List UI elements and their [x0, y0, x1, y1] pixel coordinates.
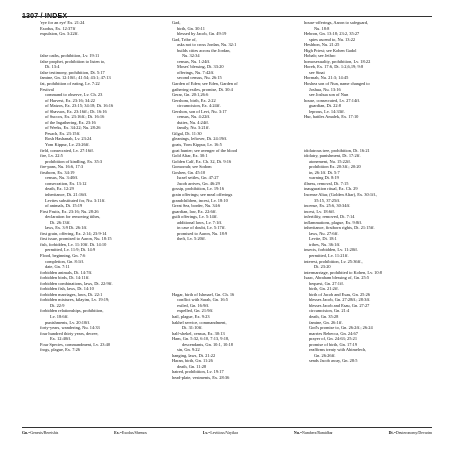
index-subentry: see Joshua son of Nun	[309, 92, 349, 98]
legend-abbr: Nu.	[293, 431, 300, 435]
index-entry: four hundred thirty years, decree,	[40, 330, 99, 336]
index-entry: Festival	[40, 86, 54, 92]
index-subentry: famine, Gn. 26:1ff.	[309, 319, 343, 325]
index-entry: High Priest; see Kohen Gadol	[304, 47, 357, 53]
index-entry: Gilgal, Dt. 11:30	[172, 130, 202, 136]
index-subentry: of Weeks, Ex. 34:22; Nu. 28:26	[45, 125, 101, 131]
index-subentry: leprous, Lv. 14:33ff.	[309, 108, 345, 114]
index-entry: fire, Lv. 22:5	[40, 153, 63, 159]
page-number-title: 1307 / INDEX	[22, 13, 68, 20]
index-subentry: Nu. 32:34	[182, 53, 200, 59]
index-subentry: blessed by Jacob, Gn. 49:19	[177, 31, 227, 37]
index-subentry: Dt. 13:4	[45, 64, 60, 70]
index-subentry: Moses' blessing, Dt. 33:20	[177, 64, 224, 70]
index-entry: gossip, prohibition, Lv. 19:16	[172, 186, 224, 192]
index-entry: First Fruits, Ex. 23:16; Nu. 28:26	[40, 208, 99, 214]
index-subentry: additional laws, Lv. 7:1ff.	[177, 219, 223, 225]
index-subentry: Dt. 22:9	[50, 302, 65, 308]
footer-rule	[22, 427, 432, 428]
index-entry: forbidden combinations, laws, Dt. 22:9ff.	[40, 280, 113, 286]
index-column-2	[172, 20, 300, 381]
index-subentry: Gn. 26:26ff.	[314, 352, 336, 358]
index-subentry: date, Gn. 7:11	[45, 264, 70, 270]
index-entry: false oaths, prohibition, Lv. 19:11	[40, 53, 100, 59]
index-entry: Gershom, birth, Ex. 2:22	[172, 97, 216, 103]
index-subentry: Joshua, Nu. 13:16	[309, 86, 341, 92]
index-subentry: prohibition of kindling, Ex. 35:3	[45, 158, 103, 164]
index-subentry: Levite, Dt. 18:1	[309, 236, 337, 242]
index-subentry: Nu. 18:8	[314, 25, 330, 31]
index-entry: Isaac, Abraham blessing of, Gn. 25:5	[304, 275, 370, 281]
index-entry: incest, Lv. 18:6ff.	[304, 208, 335, 214]
index-entry: Flood, beginning, Gn. 7:6	[40, 252, 86, 258]
legend-abbr: Lv.	[202, 431, 209, 435]
index-entry: guilt offerings, Lv. 5:14ff.	[172, 214, 218, 220]
legend-abbr: Dt.	[388, 431, 394, 435]
index-entry: insects, forbidden, Lv. 11:20ff.	[304, 247, 358, 253]
index-subentry: blesses Jacob, Gn. 27:28ff.; 28:3ff.	[309, 297, 371, 303]
index-entry: inflammations, plague, Ex. 9:8ff.	[304, 219, 363, 225]
index-subentry: completion, Gn. 8:1ff.	[45, 258, 85, 264]
index-subentry: permitted, Lv. 11:9; Dt. 14:9	[45, 247, 96, 253]
abbreviation-legend	[22, 429, 432, 437]
index-subentry: 35:15, 37:25ff.	[314, 197, 341, 203]
index-entry: forbidden fish, laws, Dt. 14:10	[40, 286, 94, 292]
index-subentry: consecration, Ex. 13:12	[45, 180, 87, 186]
index-subentry: punishments, Lv. 20:10ff.	[45, 319, 91, 325]
index-subentry: prohibition Ex. 20:3ff.; 20:20	[309, 164, 361, 170]
index-subentry: census, Nu. 1:24ff.	[177, 58, 211, 64]
index-subentry: laws, Nu. 27:6ff.	[309, 230, 339, 236]
index-subentry: Pesach, Ex. 23:15ff.	[45, 130, 81, 136]
index-entry: fat, prohibition of eating, Lv. 7:22	[40, 81, 100, 87]
index-subentry: promised to Aaron, Nu. 18:9	[177, 230, 228, 236]
index-entry: house-offerings, Aaron to safeguard,	[304, 20, 369, 25]
index-entry: Haran, birth, Gn. 11:26	[172, 358, 213, 364]
legend-name: =Leviticus/Vayikra	[208, 431, 238, 435]
index-entry: Hobab; see Jethro	[304, 53, 336, 59]
index-entry: Gershon, son of Levi, Nu. 3:17	[172, 108, 227, 114]
index-subentry: Lv. 18:6ff.	[50, 313, 69, 319]
index-entry: firstborn, Ex. 34:19	[40, 169, 75, 175]
index-subentry: marries Rebecca, Gn. 24:67	[309, 330, 358, 336]
legend-abbr: Gn.	[22, 431, 29, 435]
index-entry: hanging, laws, Dt. 21:22	[172, 352, 216, 358]
index-entry: Ham, Gn. 5:32, 6:10, 7:13, 9:18,	[172, 336, 230, 342]
index-entry: Hur, battles Amalek, Ex. 17:10	[304, 114, 359, 120]
index-subentry: sends Jacob away, Gn. 28:5	[309, 358, 358, 364]
index-entry: false testimony, prohibition, Dt. 5:17	[40, 69, 105, 75]
legend-item	[294, 429, 333, 437]
index-subentry: of Shavuos, Ex. 23:16ff.; Dt. 16:16	[45, 108, 107, 114]
index-entry: Heshbon, Nu. 21:25	[304, 42, 340, 48]
index-entry: illness, removal, Dt. 7:15	[304, 180, 349, 186]
index-entry: Hebron, Gn. 13:18; 23:2, 35:27	[304, 31, 360, 37]
index-subentry: tribes, Nu. 36:1ff.	[309, 241, 341, 247]
legend-name: =Numbers/Bamidbar	[299, 431, 333, 435]
index-subentry: permitted, Lv. 11:21ff.	[309, 252, 349, 258]
index-entry: gleanings, leftover, Dt. 24:19ff.	[172, 136, 228, 142]
index-subentry: Dt. 23:20	[314, 264, 331, 270]
index-subentry: duties, Nu. 4:24ff.	[177, 119, 209, 125]
index-subentry: Rosh Hashanah, Lv. 23:24	[45, 136, 92, 142]
index-subentry: death, Ex. 12:29	[45, 186, 74, 192]
index-entry: Gomorrah; see Sodom	[172, 164, 212, 170]
index-subentry: atonement, Nu. 15:22ff.	[309, 158, 351, 164]
index-entry: Garden of Eden; see Eden, Garden of	[172, 81, 238, 87]
index-subentry: Yom Kippur, Lv. 23:26ff.	[45, 142, 90, 148]
index-subentry: offerings, Nu. 7:42ff.	[177, 69, 215, 75]
index-subentry: theft, Lv. 5:20ff.	[177, 236, 206, 242]
legend-item	[22, 429, 58, 437]
index-subentry: birth, Gn. 30:11	[177, 25, 205, 31]
index-subentry: exiled, Gn. 16:9ff.	[177, 302, 210, 308]
legend-name: =Deuteronomy/Devarim	[393, 431, 432, 435]
index-subentry: circumcision, Ex. 4:24ff.	[177, 103, 221, 109]
index-entry: Hagar, birth of Ishmael, Gn. Ch. 16	[172, 291, 235, 297]
index-subentry: promise of birth, Gn. 17:19	[309, 341, 358, 347]
legend-item	[114, 429, 147, 437]
index-entry: homosexuality, prohibition, Lv. 18:22	[304, 58, 371, 64]
index-column-1	[40, 20, 168, 353]
index-entry: Exodus, Ex. 12:37ff	[40, 25, 76, 31]
index-entry: Gad, Tribe of,	[172, 36, 197, 42]
index-entry: expulsion, Gn. 3:22ff.	[40, 31, 79, 37]
index-entry: half-shekel, census, Ex. 30:13	[172, 330, 225, 336]
index-subentry: reaffirms treaty with Abimelech,	[309, 347, 367, 353]
index-subentry: command to observe, Lv. Ch. 23	[45, 92, 103, 98]
index-entry: forbidden marriages, laws, Dt. 22:1	[40, 291, 103, 297]
index-subentry: in, 26:1ff. Dt. 5:7	[309, 169, 340, 175]
index-subentry: of the Ingathering, Ex. 23:16	[45, 119, 96, 125]
index-entry: interest, prohibition, Lv. 25:36ff.,	[304, 258, 363, 264]
index-entry: Gerar, Gn. 20:1,26:6	[172, 92, 209, 98]
index-subentry: birth, Gn. 21:2ff.	[309, 286, 339, 292]
index-subentry: conflict with Sarah, Gn. 16:5	[177, 297, 228, 303]
index-entry: incense, Ex. 25:6, 30:34ff.	[304, 203, 351, 209]
index-entry: Gold Altar, Ex. 30:1	[172, 153, 208, 159]
index-entry: intermarriage, prohibited to Kohen, Lv. 10:8	[304, 269, 382, 275]
index-subentry: death, Gn. 11:28	[177, 363, 207, 369]
index-subentry: descendants, Gn. 10:1, 10:18	[182, 341, 233, 347]
index-entry: frogs, plague, Ex. 7:26	[40, 347, 80, 353]
index-subentry: Levites substituted for, Nu. 3:11ff.	[45, 197, 106, 203]
legend-abbr: Ex.	[114, 431, 120, 435]
index-subentry: guardian, Dt. 22:8	[309, 103, 341, 109]
index-entry: field, consecrated, Lv. 27:16ff.	[40, 147, 94, 153]
index-entry: Goshen, Gn. 45:10	[172, 169, 206, 175]
index-subentry: Israel settles, Gn. 47:27	[177, 175, 219, 181]
index-entry: forty-years, wandering, Nu. 14:33	[40, 325, 100, 331]
index-entry: grandchildren, incest, Lv. 18:10	[172, 197, 228, 203]
index-entry: Incense Altar, (Golden Altar), Ex. 30:1ff.,	[304, 191, 378, 197]
index-subentry: God's promise to, Gn. 26:2ff.; 26:24	[309, 325, 373, 331]
index-subentry: of Succos, Ex. 23:16ff.; Dt. 16:16	[45, 114, 105, 120]
index-subentry: sin, Gn. 9:22	[177, 347, 200, 353]
legend-item	[389, 429, 432, 437]
header-rule	[22, 16, 432, 17]
index-entry: head-plate, vestments, Ex. 28:36	[172, 375, 230, 380]
index-entry: Four Species, commandment, Lv. 23:40	[40, 341, 111, 347]
index-subentry: census, Nu. 3:40ff.	[45, 175, 79, 181]
index-subentry: spies ascend to, Nu. 13:22	[309, 36, 356, 42]
index-entry: goat hunter; see avenger of the blood	[172, 147, 238, 153]
index-entry: grain offerings; see meal offerings	[172, 191, 233, 197]
index-entry: goats, Yom Kippur, Lv. 16:5	[172, 142, 222, 148]
index-entry: false prophet, prohibition to listen to,	[40, 58, 106, 64]
index-entry: first issue, promised to Aaron, Nu. 18:15	[40, 236, 112, 242]
index-entry: 'eye for an eye' Ex. 21:24	[40, 20, 85, 25]
index-column-3	[304, 20, 432, 364]
index-entry: forbidden relationships, prohibition,	[40, 308, 104, 314]
index-subentry: circumcision, Gn. 21:4	[309, 308, 350, 314]
index-entry: hail, plague, Ex. 9:23	[172, 313, 210, 319]
index-entry: inauguration ritual, Ex. Ch. 29	[304, 186, 358, 192]
index-entry: forbidden animals, Dt. 14:7ff.	[40, 269, 93, 275]
index-subentry: of Matzos, Ex. 23:15; 34:18; Dt. 16:16	[45, 103, 114, 109]
index-entry: Great Sea, border, Nu. 34:6	[172, 203, 221, 209]
index-entry: idolatry, punishment, Dt. 17:2ff.	[304, 153, 361, 159]
index-entry: forbidden mixtures, kilayim, Lv. 19:19;	[40, 297, 110, 303]
index-subentry: blesses Jacob and Esau, Gn. 27:27	[309, 302, 370, 308]
index-subentry: birth of Jacob and Esau, Gn. 25:26	[309, 291, 370, 297]
index-entry: fish, forbidden, Lv. 11:10ff. Dt. 14:10	[40, 241, 107, 247]
index-subentry: prayer of, Gn. 24:63; 25:21	[309, 336, 358, 342]
index-entry: Horeb, Ex. 17:6, Dt. 1:2,6,19; 9:8	[304, 64, 364, 70]
index-entry: inheritance, firstborn rights, Dt. 21:15ff.	[304, 225, 375, 231]
index-entry: gathering exiles, promise, Dt. 30:4	[172, 86, 233, 92]
index-entry: forbidden birds, Dt. 14:11ff.	[40, 275, 90, 281]
index-entry: idolatrous tree, prohibition, Dt. 16:21	[304, 147, 370, 153]
index-subentry: Jacob arrives, Gn. 46:29	[177, 180, 220, 186]
index-subentry: bequest, Gn. 27:1ff.	[309, 280, 344, 286]
index-subentry: of Harvest, Ex. 23:16; 34:22	[45, 97, 95, 103]
index-entry: famine, Gn. 12:10ff.; 41:54; 43:1; 47:13	[40, 75, 111, 81]
index-entry: hakhel service, commandment,	[172, 319, 227, 325]
legend-name: =Genesis/Bereishis	[28, 431, 59, 435]
index-entry: Golden Calf, Ex. Ch. 32, Dt. 9:16	[172, 158, 232, 164]
index-subentry: second census, Nu. 26:15	[177, 75, 222, 81]
index-entry: infertility, removed, Dt. 7:14	[304, 214, 355, 220]
index-subentry: Ex. 12:40ff.	[50, 336, 72, 342]
index-subentry: see Sinai	[309, 69, 325, 75]
index-entry: Gad,	[172, 20, 181, 25]
index-entry: house, consecrated, Lv. 27:14ff.	[304, 97, 361, 103]
index-subentry: family, Nu. 3:21ff.	[177, 125, 210, 131]
index-entry: Hoshea son of Nun, name changed to	[304, 81, 370, 87]
index-subentry: warning Dt. 8:19	[309, 175, 339, 181]
index-entry: guardian, law, Ex. 22:6ff.	[172, 208, 217, 214]
index-entry: hatred, prohibition, Lv. 19:17	[172, 369, 224, 375]
index-subentry: inheritance, Dt. 21:16ff.	[45, 191, 88, 197]
index-subentry: declaration for removing tithes,	[45, 214, 101, 220]
index-subentry: Dt. 26:13ff.	[50, 219, 71, 225]
index-entry: Hormah, Nu. 21:3; 14:45	[304, 75, 349, 81]
index-subentry: Dt. 31:10ff.	[182, 325, 203, 331]
index-subentry: laws, Ex. 3:9 Dt. 26:1ff.	[45, 225, 88, 231]
index-subentry: builds cities across the Jordan,	[177, 47, 231, 53]
index-subentry: death, Gn. 35:28	[309, 313, 339, 319]
index-entry: fire-pans, Nu. 16:6, 17:3	[40, 164, 84, 170]
index-subentry: census, Nu. 4:22ff.	[177, 114, 211, 120]
legend-name: =Exodus/Shemos	[119, 431, 147, 435]
index-subentry: asks not to cross Jordan, Nu. 32:1	[177, 42, 237, 48]
index-subentry: in case of doubt, Lv. 5:17ff.	[177, 225, 226, 231]
index-subentry: expelled, Gn. 21:9ff.	[177, 308, 214, 314]
legend-item	[203, 429, 238, 437]
index-entry: first grain, offering, Ex. 2:14; 23:9-14	[40, 230, 107, 236]
index-subentry: of animals, Dt. 15:19	[45, 203, 83, 209]
